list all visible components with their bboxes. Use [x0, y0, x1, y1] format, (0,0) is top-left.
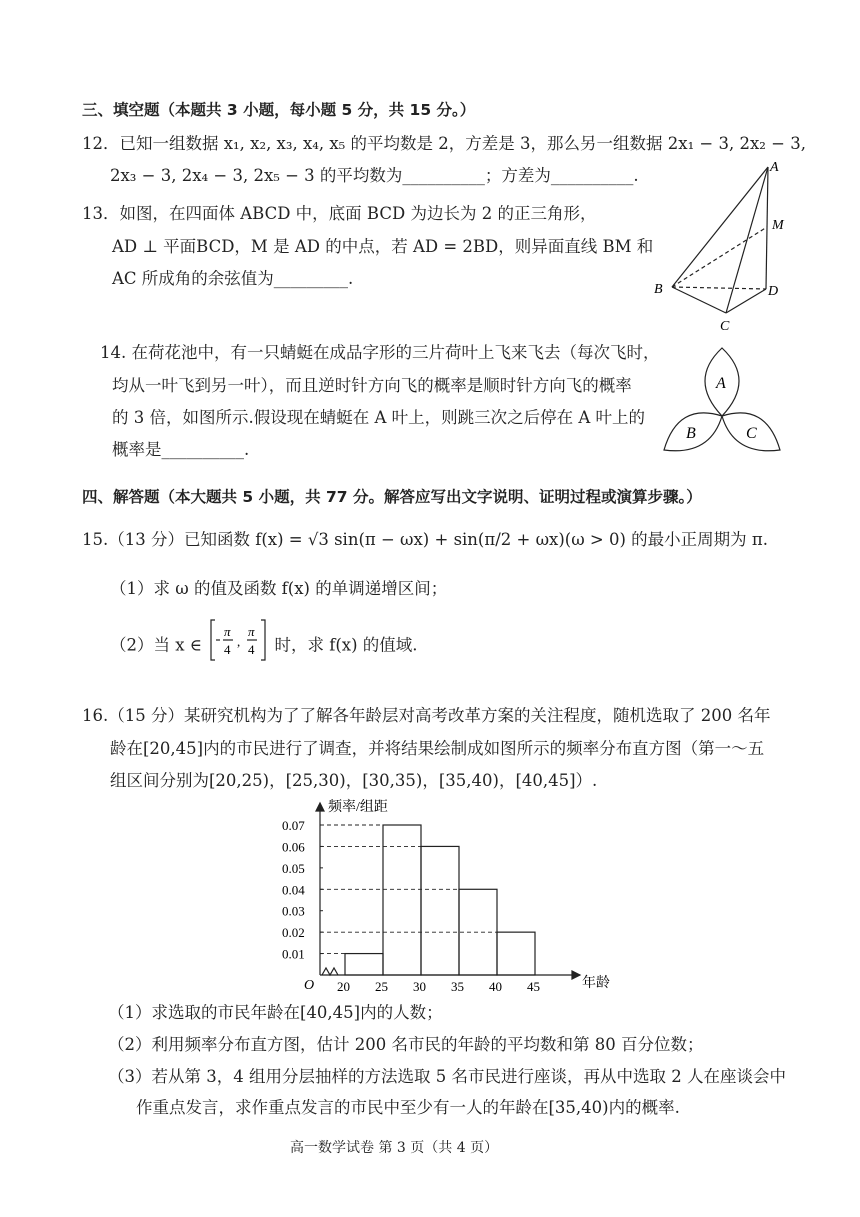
y-axis-label: 频率/组距 [328, 800, 388, 815]
tetrahedron-figure [640, 155, 790, 335]
svg-text:,: , [237, 634, 241, 649]
interval-bracket [209, 618, 267, 662]
q13-line1: 13．如图，在四面体 ABCD 中，底面 BCD 为边长为 2 的正三角形， [82, 204, 597, 223]
x-axis-label: 年龄 [582, 976, 610, 991]
q12-line1: 12．已知一组数据 x₁, x₂, x₃, x₄, x₅ 的平均数是 2，方差是 3，那么另一组数据 2x₁ − 3, 2x₂ − 3, [82, 134, 806, 153]
svg-text:π: π [248, 624, 255, 639]
histogram-bar [345, 954, 383, 975]
histogram-chart [280, 795, 610, 995]
label-D: D [768, 284, 779, 299]
q15-line1: 15.（13 分）已知函数 f(x) = √3 sin(π − ωx) + sin(π/2 + ωx)(ω > 0) 的最小正周期为 π. [82, 530, 769, 549]
q13-line3: AC 所成角的余弦值为_________. [112, 269, 354, 288]
q16-line1: 16.（15 分）某研究机构为了了解各年龄层对高考改革方案的关注程度，随机选取了 200 名年 [82, 706, 771, 725]
leaf-label-B: B [686, 425, 696, 442]
q14-line2: 均从一叶飞到另一叶），而且逆时针方向飞的概率是顺时针方向飞的概率 [112, 376, 632, 395]
x-tick-label: 45 [527, 979, 540, 994]
lotus-leaves-figure [658, 340, 803, 458]
y-tick-label: 0.04 [282, 882, 305, 898]
histogram-bar [383, 825, 421, 975]
q12-line2: 2x₃ − 3, 2x₄ − 3, 2x₅ − 3 的平均数为__________；方差为__________. [110, 166, 639, 185]
x-tick-label: 35 [451, 979, 464, 994]
y-tick-label: 0.06 [282, 839, 305, 855]
segment-BM [672, 227, 767, 287]
x-axis-arrow [572, 971, 580, 979]
svg-text:4: 4 [248, 642, 255, 657]
label-B: B [654, 282, 663, 297]
svg-text:4: 4 [224, 642, 231, 657]
label-A: A [770, 160, 779, 175]
x-tick-label: 30 [413, 979, 426, 994]
y-tick-label: 0.02 [282, 925, 305, 941]
x-tick-label: 40 [489, 979, 502, 994]
section-fill-title: 三、填空题（本题共 3 小题，每小题 5 分，共 15 分。） [82, 101, 476, 119]
q16-line2: 龄在[20,45]内的市民进行了调查，并将结果绘制成如图所示的频率分布直方图（第一～五 [110, 739, 765, 758]
q16-sub1: （1）求选取的市民年龄在[40,45]内的人数； [108, 1003, 443, 1022]
q14-line1: 14. 在荷花池中，有一只蜻蜓在成品字形的三片荷叶上飞来飞去（每次飞时， [100, 343, 660, 362]
q16-sub3b: 作重点发言，求作重点发言的市民中至少有一人的年龄在[35,40)内的概率. [136, 1098, 680, 1117]
edge-BC [672, 287, 726, 313]
y-tick-label: 0.01 [282, 946, 305, 962]
q15-sub1: （1）求 ω 的值及函数 f(x) 的单调递增区间； [110, 579, 448, 598]
q13-line2: AD ⊥ 平面BCD，M 是 AD 的中点，若 AD = 2BD，则异面直线 BM 和 [112, 237, 654, 256]
q16-sub2: （2）利用频率分布直方图，估计 200 名市民的年龄的平均数和第 80 百分位数； [108, 1035, 704, 1054]
histogram-bar [421, 846, 459, 975]
q16-line3: 组区间分别为[20,25)，[25,30)，[30,35)，[35,40)，[40,45]）. [110, 771, 598, 790]
y-tick-label: 0.05 [282, 860, 305, 876]
label-M: M [772, 218, 784, 233]
q14-line4: 概率是__________. [112, 440, 250, 459]
leaf-label-C: C [746, 425, 757, 442]
label-C: C [720, 319, 730, 334]
edge-AB [672, 167, 768, 287]
page-footer: 高一数学试卷 第 3 页（共 4 页） [290, 1140, 499, 1156]
q15-sub2-pre: （2）当 x ∈ [110, 635, 208, 655]
edge-BD [672, 287, 766, 289]
y-tick-label: 0.07 [282, 818, 305, 833]
q16-sub3a: （3）若从第 3，4 组用分层抽样的方法选取 5 名市民进行座谈，再从中选取 2 人在座谈会中 [108, 1067, 786, 1086]
y-axis-arrow [316, 803, 324, 811]
q14-line3: 的 3 倍，如图所示.假设现在蜻蜓在 A 叶上，则跳三次之后停在 A 叶上的 [112, 408, 646, 427]
section-solve-title: 四、解答题（本大题共 5 小题，共 77 分。解答应写出文字说明、证明过程或演算步骤。） [82, 488, 702, 506]
x-tick-label: 20 [337, 979, 350, 994]
histogram-bar [497, 932, 535, 975]
leaf-label-A: A [716, 375, 726, 392]
axis-break [322, 968, 338, 975]
origin-label: O [304, 978, 315, 993]
x-tick-label: 25 [375, 979, 388, 994]
y-tick-label: 0.03 [282, 903, 305, 919]
q15-sub2-post: 时，求 f(x) 的值域. [269, 635, 418, 655]
q15-sub2 [110, 624, 418, 662]
edge-AD [766, 167, 768, 289]
svg-text:π: π [224, 624, 231, 639]
